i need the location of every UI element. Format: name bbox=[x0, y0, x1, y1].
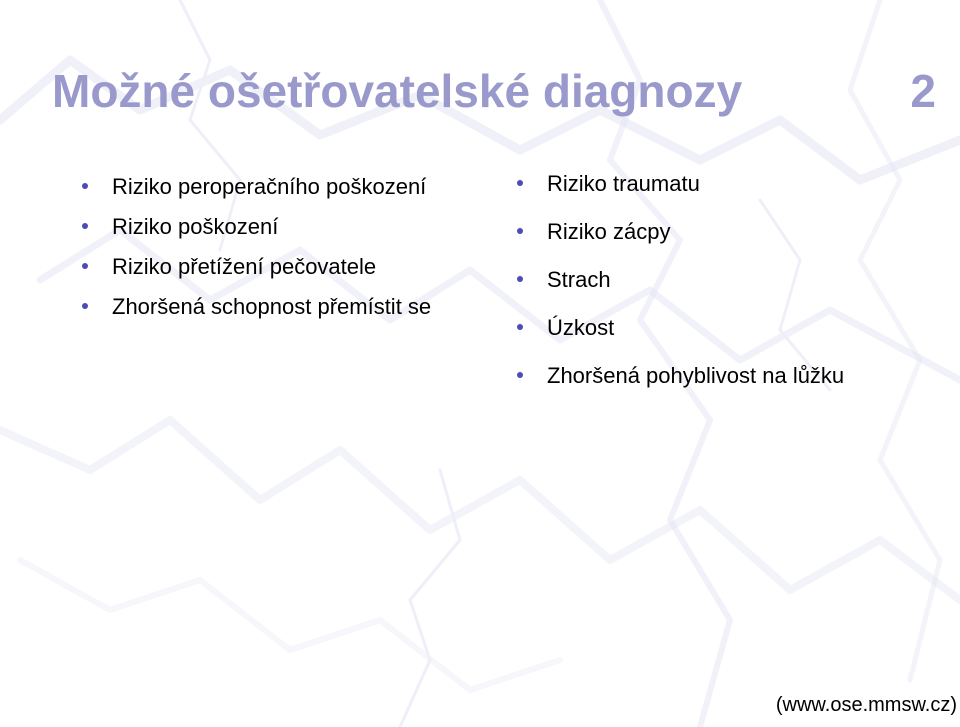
list-item bbox=[82, 294, 482, 319]
source-footer: (www.ose.mmsw.cz) bbox=[775, 694, 957, 716]
slide-title bbox=[52, 56, 942, 136]
list-item-text: Úzkost bbox=[547, 315, 615, 340]
list-item bbox=[517, 219, 947, 244]
bullet-icon bbox=[82, 183, 88, 189]
list-item bbox=[517, 171, 947, 196]
list-item-text: Riziko poškození bbox=[112, 214, 279, 239]
right-diagnosis-list bbox=[517, 171, 947, 411]
list-item-text: Zhoršená pohyblivost na lůžku bbox=[547, 363, 845, 388]
bullet-icon bbox=[517, 276, 523, 282]
list-item-text: Riziko zácpy bbox=[547, 219, 671, 244]
list-item-text: Riziko přetížení pečovatele bbox=[112, 254, 377, 279]
list-item bbox=[82, 214, 482, 239]
list-item-text: Strach bbox=[547, 267, 611, 292]
list-item bbox=[82, 254, 482, 279]
list-item bbox=[517, 363, 947, 388]
left-diagnosis-list bbox=[82, 174, 482, 334]
title-number: 2 bbox=[910, 65, 936, 117]
bullet-icon bbox=[82, 303, 88, 309]
bullet-icon bbox=[517, 180, 523, 186]
bullet-icon bbox=[82, 223, 88, 229]
list-item bbox=[82, 174, 482, 199]
bullet-icon bbox=[82, 263, 88, 269]
title-text: Možné ošetřovatelské diagnozy bbox=[52, 65, 743, 117]
list-item-text: Riziko peroperačního poškození bbox=[112, 174, 427, 199]
bullet-icon bbox=[517, 372, 523, 378]
bullet-icon bbox=[517, 324, 523, 330]
list-item-text: Zhoršená schopnost přemístit se bbox=[112, 294, 432, 319]
list-item bbox=[517, 267, 947, 292]
list-item-text: Riziko traumatu bbox=[547, 171, 700, 196]
bullet-icon bbox=[517, 228, 523, 234]
list-item bbox=[517, 315, 947, 340]
